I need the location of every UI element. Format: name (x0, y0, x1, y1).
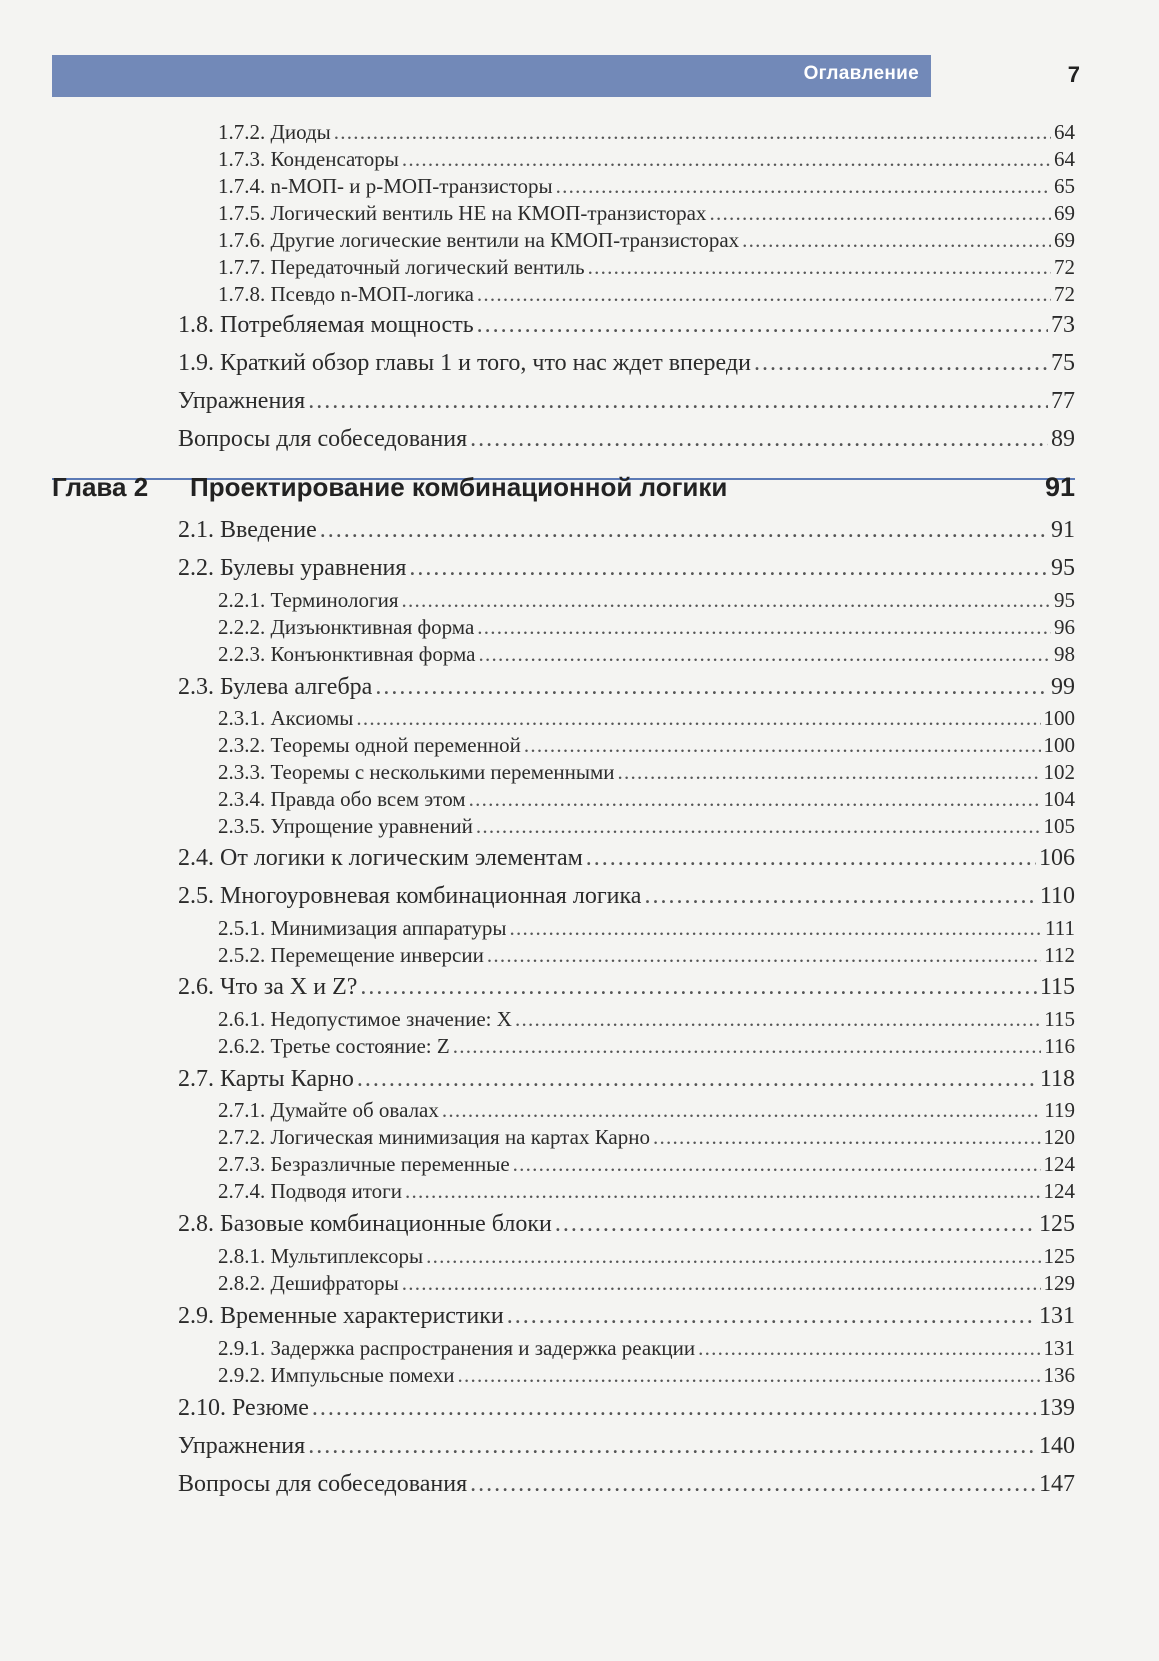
toc-subsection-entry[interactable] (218, 916, 1075, 941)
toc-leader-dots (515, 1007, 1041, 1032)
toc-leader-dots (586, 845, 1036, 872)
toc-subsection-entry[interactable] (218, 147, 1075, 172)
toc-entry-title: 2.6. Что за X и Z? (178, 974, 358, 1000)
toc-entry-page: 64 (1054, 120, 1075, 144)
toc-leader-dots (470, 426, 1048, 453)
toc-entry-page: 69 (1054, 228, 1075, 252)
toc-entry-title: 1.8. Потребляемая мощность (178, 312, 474, 338)
toc-section-entry[interactable] (178, 1066, 1075, 1093)
toc-entry-page: 124 (1043, 1152, 1075, 1176)
toc-subsection-entry[interactable] (218, 1363, 1075, 1388)
toc-entry-page: 99 (1051, 674, 1075, 700)
toc-entry-title: 2.10. Резюме (178, 1395, 309, 1421)
chapter-number: Глава 2 (52, 472, 149, 502)
toc-entry-page: 131 (1039, 1303, 1075, 1329)
toc-leader-dots (555, 1211, 1036, 1238)
toc-leader-dots (409, 555, 1048, 582)
toc-entry-page: 64 (1054, 147, 1075, 171)
toc-leader-dots (402, 588, 1051, 613)
toc-section-entry[interactable] (178, 883, 1075, 910)
toc-entry-page: 89 (1051, 426, 1075, 452)
toc-subsection-entry[interactable] (218, 1007, 1075, 1032)
toc-entry-title: 2.2. Булевы уравнения (178, 555, 407, 581)
toc-entry-title: 1.7.7. Передаточный логический вентиль (218, 255, 585, 279)
toc-leader-dots (487, 943, 1041, 968)
toc-leader-dots (402, 147, 1051, 172)
toc-leader-dots (507, 1303, 1036, 1330)
toc-entry-title: Вопросы для собеседования (178, 426, 468, 452)
toc-entry-page: 72 (1054, 255, 1075, 279)
toc-entry-page: 75 (1051, 350, 1075, 376)
toc-leader-dots (742, 228, 1051, 253)
toc-entry-title: 2.3.3. Теоремы с несколькими переменными (218, 760, 615, 784)
toc-entry-page: 118 (1039, 1066, 1075, 1092)
toc-subsection-entry[interactable] (218, 1336, 1075, 1361)
toc-entry-title: 2.7.3. Безразличные переменные (218, 1152, 510, 1176)
toc-entry-title: 2.4. От логики к логическим элементам (178, 845, 583, 871)
toc-entry-page: 124 (1043, 1179, 1075, 1203)
toc-section-entry[interactable] (178, 312, 1075, 339)
toc-entry-page: 115 (1044, 1007, 1075, 1031)
toc-entry-page: 72 (1054, 282, 1075, 306)
toc-entry-page: 125 (1043, 1244, 1075, 1268)
toc-leader-dots (524, 733, 1041, 758)
toc-subsection-entry[interactable] (218, 201, 1075, 226)
toc-section-entry[interactable] (178, 555, 1075, 582)
toc-entry-page: 77 (1051, 388, 1075, 414)
toc-subsection-entry[interactable] (218, 1179, 1075, 1204)
toc-entry-title: 2.7.2. Логическая минимизация на картах Карно (218, 1125, 650, 1149)
toc-leader-dots (477, 615, 1051, 640)
toc-section-entry[interactable] (178, 426, 1075, 453)
toc-entry-page: 131 (1043, 1336, 1075, 1360)
toc-subsection-entry[interactable] (218, 733, 1075, 758)
toc-entry-page: 100 (1043, 706, 1075, 730)
toc-entry-title: 2.3.1. Аксиомы (218, 706, 354, 730)
toc-entry-title: 2.5.2. Перемещение инверсии (218, 943, 484, 967)
toc-section-entry[interactable] (178, 1303, 1075, 1330)
toc-leader-dots (356, 706, 1040, 731)
toc-entry-page: 110 (1039, 883, 1075, 909)
toc-leader-dots (618, 760, 1041, 785)
toc-entry-title: 2.7. Карты Карно (178, 1066, 354, 1092)
toc-subsection-entry[interactable] (218, 588, 1075, 613)
toc-leader-dots (754, 350, 1048, 377)
toc-subsection-entry[interactable] (218, 814, 1075, 839)
toc-entry-page: 106 (1039, 845, 1075, 871)
toc-leader-dots (453, 1034, 1042, 1059)
toc-entry-title: 1.9. Краткий обзор главы 1 и того, что нас ждет впереди (178, 350, 751, 376)
toc-leader-dots (477, 312, 1048, 339)
toc-entry-title: 1.7.6. Другие логические вентили на КМОП-транзисторах (218, 228, 740, 252)
toc-leader-dots (644, 883, 1036, 910)
toc-entry-page: 115 (1039, 974, 1075, 1000)
toc-subsection-entry[interactable] (218, 1125, 1075, 1150)
toc-section-entry[interactable] (178, 1211, 1075, 1238)
toc-entry-page: 136 (1043, 1363, 1075, 1387)
toc-entry-title: 2.1. Введение (178, 517, 317, 543)
toc-subsection-entry[interactable] (218, 1098, 1075, 1123)
toc-entry-title: 2.7.1. Думайте об овалах (218, 1098, 439, 1122)
chapter-page: 91 (1044, 472, 1075, 502)
toc-subsection-entry[interactable] (218, 787, 1075, 812)
toc-entry-title: 2.7.4. Подводя итоги (218, 1179, 402, 1203)
toc-subsection-entry[interactable] (218, 642, 1075, 667)
toc-entry-title: 1.7.5. Логический вентиль НЕ на КМОП-транзисторах (218, 201, 707, 225)
toc-subsection-entry[interactable] (218, 760, 1075, 785)
toc-subsection-entry[interactable] (218, 174, 1075, 199)
toc-leader-dots (653, 1125, 1041, 1150)
toc-leader-dots (405, 1179, 1041, 1204)
toc-entry-title: 2.9.1. Задержка распространения и задержка реакции (218, 1336, 696, 1360)
toc-leader-dots (402, 1271, 1041, 1296)
toc-entry-title: 2.6.1. Недопустимое значение: X (218, 1007, 512, 1031)
toc-entry-title: 2.8.1. Мультиплексоры (218, 1244, 424, 1268)
toc-subsection-entry[interactable] (218, 943, 1075, 968)
toc-entry-title: Упражнения (178, 388, 306, 414)
toc-entry-title: 2.3.2. Теоремы одной переменной (218, 733, 521, 757)
toc-section-entry[interactable] (178, 517, 1075, 544)
toc-leader-dots (308, 388, 1048, 415)
toc-entry-page: 91 (1051, 517, 1075, 543)
toc-leader-dots (556, 174, 1051, 199)
toc-leader-dots (308, 1433, 1036, 1460)
toc-leader-dots (357, 1066, 1037, 1093)
toc-subsection-entry[interactable] (218, 1152, 1075, 1177)
toc-entry-title: 2.2.2. Дизъюнктивная форма (218, 615, 475, 639)
toc-entry-page: 129 (1043, 1271, 1075, 1295)
toc-entry-title: 2.8. Базовые комбинационные блоки (178, 1211, 552, 1237)
toc-entry-title: 2.9. Временные характеристики (178, 1303, 504, 1329)
toc-entry-page: 120 (1043, 1125, 1075, 1149)
toc-leader-dots (513, 1152, 1041, 1177)
toc-leader-dots (360, 974, 1037, 1001)
toc-leader-dots (320, 517, 1048, 544)
toc-entry-page: 139 (1039, 1395, 1075, 1421)
toc-section-entry[interactable] (178, 674, 1075, 701)
toc-leader-dots (478, 642, 1051, 667)
toc-subsection-entry[interactable] (218, 615, 1075, 640)
toc-entry-page: 95 (1051, 555, 1075, 581)
toc-entry-title: 2.5. Многоуровневая комбинационная логика (178, 883, 642, 909)
chapter-heading[interactable] (52, 472, 1075, 502)
toc-section-entry[interactable] (178, 1395, 1075, 1422)
toc-entry-page: 125 (1039, 1211, 1075, 1237)
toc-leader-dots (477, 282, 1051, 307)
toc-leader-dots (476, 814, 1041, 839)
toc-entry-title: 2.2.1. Терминология (218, 588, 399, 612)
toc-entry-title: 1.7.3. Конденсаторы (218, 147, 399, 171)
toc-entry-title: 2.5.1. Минимизация аппаратуры (218, 916, 507, 940)
toc-subsection-entry[interactable] (218, 1244, 1075, 1269)
chapter-title: Проектирование комбинационной логики (190, 472, 728, 502)
toc-entry-page: 65 (1054, 174, 1075, 198)
toc-entry-page: 105 (1043, 814, 1075, 838)
toc-entry-page: 104 (1043, 787, 1075, 811)
toc-entry-page: 69 (1054, 201, 1075, 225)
toc-entry-page: 116 (1044, 1034, 1075, 1058)
toc-entry-title: 2.8.2. Дешифраторы (218, 1271, 399, 1295)
toc-leader-dots (709, 201, 1051, 226)
toc-leader-dots (426, 1244, 1040, 1269)
toc-entry-page: 102 (1043, 760, 1075, 784)
toc-leader-dots (457, 1363, 1040, 1388)
toc-entry-title: 2.9.2. Импульсные помехи (218, 1363, 455, 1387)
toc-entry-title: 2.6.2. Третье состояние: Z (218, 1034, 450, 1058)
toc-subsection-entry[interactable] (218, 282, 1075, 307)
toc-entry-title: 1.7.4. n-МОП- и p-МОП-транзисторы (218, 174, 553, 198)
toc-entry-title: 2.2.3. Конъюнктивная форма (218, 642, 476, 666)
toc-leader-dots (469, 787, 1041, 812)
toc-section-entry[interactable] (178, 350, 1075, 377)
toc-entry-page: 100 (1043, 733, 1075, 757)
toc-entry-page: 96 (1054, 615, 1075, 639)
toc-entry-title: 1.7.8. Псевдо n-МОП-логика (218, 282, 474, 306)
toc-leader-dots (698, 1336, 1040, 1361)
toc-leader-dots (312, 1395, 1036, 1422)
toc-subsection-entry[interactable] (218, 706, 1075, 731)
toc-entry-title: 2.3. Булева алгебра (178, 674, 373, 700)
toc-entry-page: 112 (1044, 943, 1075, 967)
toc-section-entry[interactable] (178, 388, 1075, 415)
toc-entry-title: Вопросы для собеседования (178, 1471, 468, 1497)
toc-entry-page: 95 (1054, 588, 1075, 612)
toc-leader-dots (588, 255, 1051, 280)
toc-section-entry[interactable] (178, 845, 1075, 872)
toc-leader-dots (334, 120, 1051, 145)
toc-entry-page: 73 (1051, 312, 1075, 338)
toc-leader-dots (510, 916, 1043, 941)
toc-entry-page: 98 (1054, 642, 1075, 666)
page-number: 7 (1067, 62, 1080, 87)
toc-section-entry[interactable] (178, 1433, 1075, 1460)
toc-subsection-entry[interactable] (218, 1271, 1075, 1296)
toc-subsection-entry[interactable] (218, 228, 1075, 253)
toc-entry-title: 1.7.2. Диоды (218, 120, 331, 144)
toc-entry-title: 2.3.4. Правда обо всем этом (218, 787, 466, 811)
toc-leader-dots (375, 674, 1048, 701)
toc-entry-title: Упражнения (178, 1433, 306, 1459)
toc-leader-dots (470, 1471, 1036, 1498)
toc-subsection-entry[interactable] (218, 120, 1075, 145)
running-header-title: Оглавление (803, 63, 919, 84)
toc-subsection-entry[interactable] (218, 1034, 1075, 1059)
toc-entry-page: 119 (1044, 1098, 1075, 1122)
toc-entry-page: 140 (1039, 1433, 1075, 1459)
toc-section-entry[interactable] (178, 1471, 1075, 1498)
toc-entry-title: 2.3.5. Упрощение уравнений (218, 814, 473, 838)
toc-subsection-entry[interactable] (218, 255, 1075, 280)
toc-leader-dots (442, 1098, 1041, 1123)
toc-entry-page: 147 (1039, 1471, 1075, 1497)
toc-entry-page: 111 (1045, 916, 1075, 940)
toc-section-entry[interactable] (178, 974, 1075, 1001)
